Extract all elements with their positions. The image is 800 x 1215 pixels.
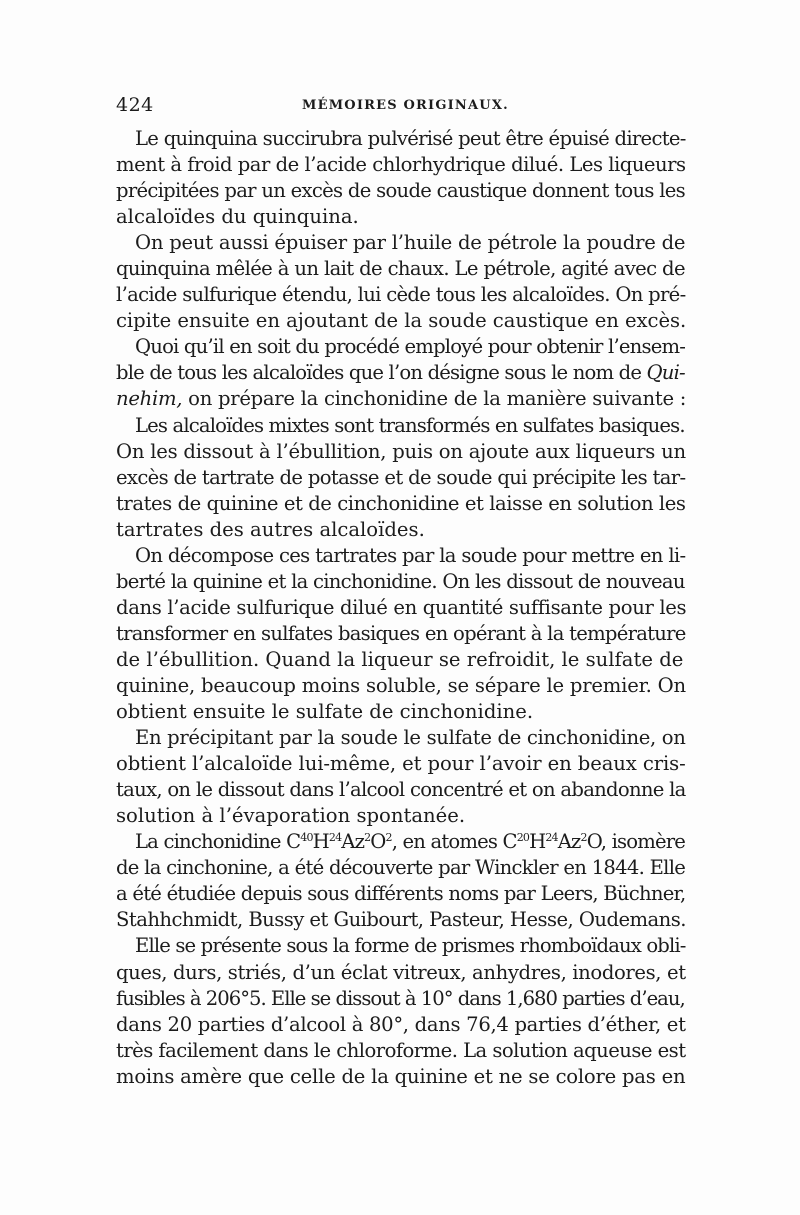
text-segment: ble de tous les alcaloïdes que l’on désigne sous le nom de bbox=[116, 361, 647, 385]
formula-superscript: 24 bbox=[545, 831, 558, 845]
text-line: ques, durs, striés, d’un éclat vitreux, anhydres, inodores, et bbox=[116, 960, 686, 984]
page-header bbox=[116, 94, 686, 120]
text-line: fusibles à 206°5. Elle se dissout à 10° dans 1,680 parties d’eau, bbox=[116, 986, 685, 1010]
text-line: On peut aussi épuiser par l’huile de pétrole la poudre de bbox=[135, 231, 686, 255]
text-line: berté la quinine et la cinchonidine. On les dissout de nouveau bbox=[116, 569, 685, 593]
text-segment: on prépare la cinchonidine de la manière suivante : bbox=[182, 387, 687, 411]
text-line: moins amère que celle de la quinine et ne se colore pas en bbox=[116, 1064, 686, 1088]
text-line bbox=[116, 386, 686, 412]
formula-superscript: 2 bbox=[385, 831, 392, 845]
page-number: 424 bbox=[116, 94, 154, 116]
text-line: obtient ensuite le sulfate de cinchonidine. bbox=[116, 700, 534, 724]
text-line: taux, on le dissout dans l’alcool concentré et on abandonne la bbox=[116, 778, 686, 802]
text-line-formula bbox=[116, 829, 686, 855]
formula-superscript: 2 bbox=[364, 831, 371, 845]
text-line: cipite ensuite en ajoutant de la soude caustique en excès. bbox=[116, 309, 687, 333]
text-line: On les dissout à l’ébullition, puis on ajoute aux liqueurs un bbox=[116, 439, 686, 463]
text-line: solution à l’évaporation spontanée. bbox=[116, 804, 466, 828]
italic-term: Qui- bbox=[646, 361, 685, 385]
text-line: trates de quinine et de cinchonidine et laisse en solution les bbox=[116, 491, 686, 515]
text-line bbox=[116, 360, 686, 386]
text-segment: O bbox=[370, 830, 386, 854]
text-line: très facilement dans le chloroforme. La solution aqueuse est bbox=[116, 1038, 686, 1062]
running-title: MÉMOIRES ORIGINAUX. bbox=[302, 98, 509, 113]
formula-superscript: 2 bbox=[580, 831, 587, 845]
text-line: excès de tartrate de potasse et de soude qui précipite les tar- bbox=[116, 465, 686, 489]
italic-term: nehim, bbox=[116, 387, 183, 411]
text-line: obtient l’alcaloïde lui-même, et pour l’avoir en beaux cris- bbox=[116, 752, 686, 776]
text-line: Les alcaloïdes mixtes sont transformés en sulfates basiques. bbox=[135, 413, 685, 437]
text-line: de la cinchonine, a été découverte par Winckler en 1844. Elle bbox=[116, 856, 686, 880]
text-line: On décompose ces tartrates par la soude pour mettre en li- bbox=[135, 543, 686, 567]
text-line: Quoi qu’il en soit du procédé employé pour obtenir l’ensem- bbox=[135, 335, 686, 359]
text-line: quinquina mêlée à un lait de chaux. Le pétrole, agité avec de bbox=[116, 257, 685, 281]
body-text bbox=[116, 126, 686, 1090]
text-segment: Az bbox=[557, 830, 581, 854]
text-line: Stahhchmidt, Bussy et Guibourt, Pasteur, Hesse, Oudemans. bbox=[116, 908, 686, 932]
text-line: de l’ébullition. Quand la liqueur se refroidit, le sulfate de bbox=[116, 647, 684, 671]
text-line: En précipitant par la soude le sulfate de cinchonidine, on bbox=[135, 726, 686, 750]
text-segment: H bbox=[529, 830, 546, 854]
text-line: Elle se présente sous la forme de prismes rhomboïdaux obli- bbox=[135, 934, 686, 958]
text-line: tartrates des autres alcaloïdes. bbox=[116, 517, 425, 541]
formula-superscript: 20 bbox=[516, 831, 530, 845]
text-line: dans l’acide sulfurique dilué en quantité suffisante pour les bbox=[116, 595, 687, 619]
text-line: l’acide sulfurique étendu, lui cède tous les alcaloïdes. On pré- bbox=[116, 283, 686, 307]
formula-superscript: 24 bbox=[328, 831, 342, 845]
text-line: transformer en sulfates basiques en opérant à la température bbox=[116, 621, 686, 645]
text-line: alcaloïdes du quinquina. bbox=[116, 205, 359, 229]
text-segment: O, isomère bbox=[586, 830, 686, 854]
text-line: dans 20 parties d’alcool à 80°, dans 76,4 parties d’éther, et bbox=[116, 1012, 686, 1036]
text-segment: Az bbox=[341, 830, 365, 854]
text-line: a été étudiée depuis sous différents noms par Leers, Büchner, bbox=[116, 882, 686, 906]
text-segment: H bbox=[312, 830, 329, 854]
text-line: Le quinquina succirubra pulvérisé peut être épuisé directe- bbox=[135, 127, 686, 150]
text-segment: , en atomes C bbox=[391, 830, 517, 854]
text-line: quinine, beaucoup moins soluble, se sépare le premier. On bbox=[116, 673, 686, 697]
text-segment: La cinchonidine C bbox=[135, 830, 301, 854]
text-line: ment à froid par de l’acide chlorhydrique dilué. Les liqueurs bbox=[116, 153, 686, 177]
text-line: précipitées par un excès de soude caustique donnent tous les bbox=[116, 179, 686, 203]
formula-superscript: 40 bbox=[300, 831, 313, 845]
